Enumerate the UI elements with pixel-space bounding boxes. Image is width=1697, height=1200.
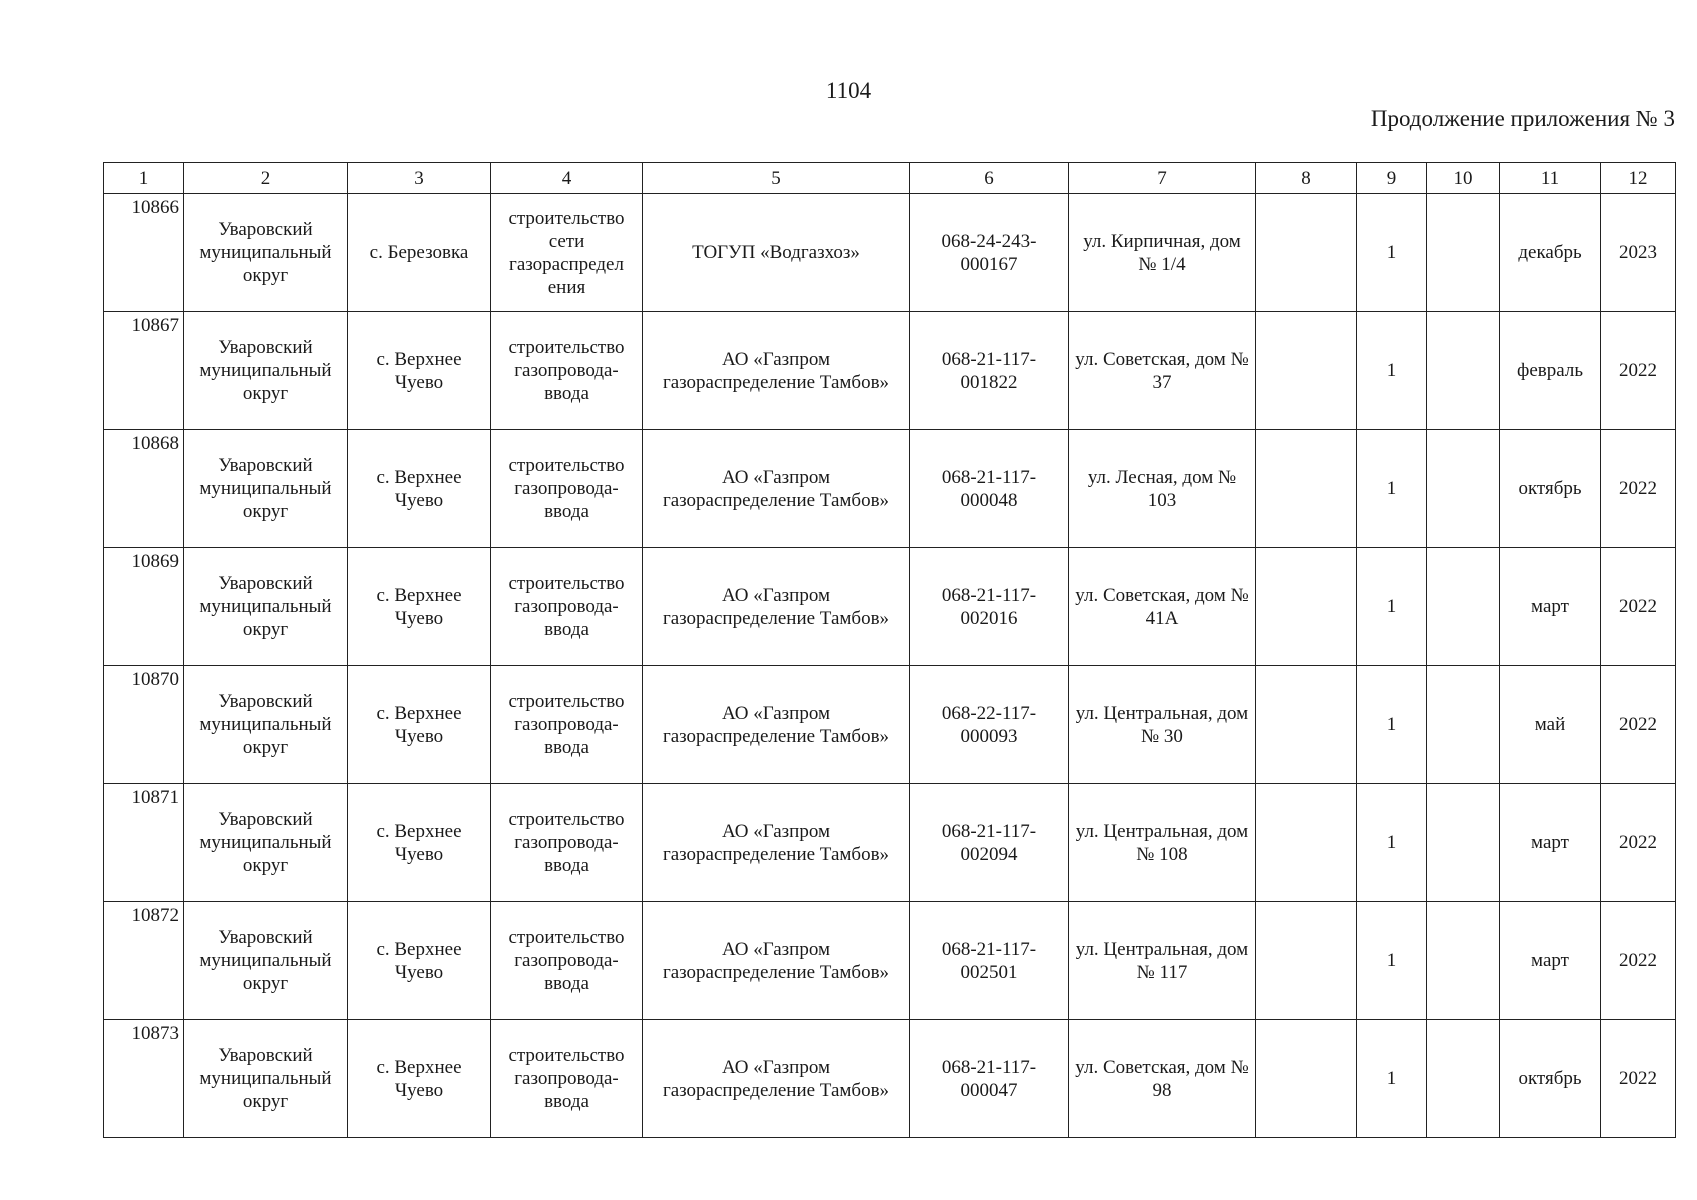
work-type-cell: строительство газопровода-ввода (491, 902, 643, 1020)
column-header: 3 (348, 163, 491, 194)
column-10-cell (1427, 430, 1500, 548)
quantity-cell: 1 (1357, 312, 1427, 430)
column-8-cell (1256, 194, 1357, 312)
year-cell: 2022 (1601, 666, 1676, 784)
row-number: 10868 (131, 433, 179, 454)
quantity-cell: 1 (1357, 548, 1427, 666)
organization-cell: АО «Газпром газораспределение Тамбов» (643, 548, 910, 666)
work-type-cell: строительство газопровода-ввода (491, 666, 643, 784)
object-code-cell: 068-21-117-001822 (910, 312, 1069, 430)
district-cell: Уваровский муниципальный округ (184, 312, 348, 430)
table-body (104, 194, 1676, 1138)
column-header: 2 (184, 163, 348, 194)
table-row (104, 666, 1676, 784)
month-cell: февраль (1500, 312, 1601, 430)
column-header: 8 (1256, 163, 1357, 194)
continuation-title: Продолжение приложения № 3 (1370, 106, 1675, 131)
work-type-cell: строительство газопровода-ввода (491, 548, 643, 666)
row-number-cell (104, 1020, 184, 1138)
work-type-cell: строительство сети газораспредел ения (491, 194, 643, 312)
column-10-cell (1427, 784, 1500, 902)
address-cell: ул. Советская, дом № 41А (1069, 548, 1256, 666)
column-header: 1 (104, 163, 184, 194)
object-code-cell: 068-21-117-002094 (910, 784, 1069, 902)
settlement-cell: с. Верхнее Чуево (348, 784, 491, 902)
column-10-cell (1427, 194, 1500, 312)
row-number: 10871 (131, 787, 179, 808)
column-header: 10 (1427, 163, 1500, 194)
column-8-cell (1256, 902, 1357, 1020)
table-row (104, 784, 1676, 902)
column-8-cell (1256, 548, 1357, 666)
row-number-cell (104, 548, 184, 666)
year-cell: 2022 (1601, 784, 1676, 902)
header-row (104, 163, 1676, 194)
object-code-cell: 068-21-117-000047 (910, 1020, 1069, 1138)
month-cell: октябрь (1500, 1020, 1601, 1138)
column-10-cell (1427, 312, 1500, 430)
address-cell: ул. Лесная, дом № 103 (1069, 430, 1256, 548)
row-number-cell (104, 312, 184, 430)
quantity-cell: 1 (1357, 666, 1427, 784)
address-cell: ул. Советская, дом № 37 (1069, 312, 1256, 430)
month-cell: май (1500, 666, 1601, 784)
row-number-cell (104, 194, 184, 312)
settlement-cell: с. Верхнее Чуево (348, 548, 491, 666)
district-cell: Уваровский муниципальный округ (184, 784, 348, 902)
district-cell: Уваровский муниципальный округ (184, 430, 348, 548)
year-cell: 2022 (1601, 1020, 1676, 1138)
address-cell: ул. Центральная, дом № 30 (1069, 666, 1256, 784)
settlement-cell: с. Верхнее Чуево (348, 312, 491, 430)
column-8-cell (1256, 1020, 1357, 1138)
organization-cell: АО «Газпром газораспределение Тамбов» (643, 784, 910, 902)
table-row (104, 1020, 1676, 1138)
object-code-cell: 068-21-117-002016 (910, 548, 1069, 666)
table-row (104, 430, 1676, 548)
district-cell: Уваровский муниципальный округ (184, 666, 348, 784)
work-type-cell: строительство газопровода-ввода (491, 784, 643, 902)
district-cell: Уваровский муниципальный округ (184, 1020, 348, 1138)
organization-cell: АО «Газпром газораспределение Тамбов» (643, 1020, 910, 1138)
year-cell: 2022 (1601, 548, 1676, 666)
organization-cell: ТОГУП «Водгазхоз» (643, 194, 910, 312)
row-number: 10873 (131, 1023, 179, 1044)
settlement-cell: с. Верхнее Чуево (348, 430, 491, 548)
row-number: 10872 (131, 905, 179, 926)
month-cell: март (1500, 784, 1601, 902)
quantity-cell: 1 (1357, 430, 1427, 548)
table-row (104, 312, 1676, 430)
quantity-cell: 1 (1357, 902, 1427, 1020)
year-cell: 2022 (1601, 430, 1676, 548)
column-8-cell (1256, 430, 1357, 548)
table-row (104, 194, 1676, 312)
column-header: 6 (910, 163, 1069, 194)
work-type-cell: строительство газопровода-ввода (491, 312, 643, 430)
address-cell: ул. Кирпичная, дом № 1/4 (1069, 194, 1256, 312)
settlement-cell: с. Березовка (348, 194, 491, 312)
organization-cell: АО «Газпром газораспределение Тамбов» (643, 902, 910, 1020)
month-cell: март (1500, 902, 1601, 1020)
month-cell: октябрь (1500, 430, 1601, 548)
district-cell: Уваровский муниципальный округ (184, 902, 348, 1020)
district-cell: Уваровский муниципальный округ (184, 194, 348, 312)
month-cell: декабрь (1500, 194, 1601, 312)
object-code-cell: 068-21-117-000048 (910, 430, 1069, 548)
column-10-cell (1427, 548, 1500, 666)
quantity-cell: 1 (1357, 194, 1427, 312)
table-row (104, 902, 1676, 1020)
column-header: 11 (1500, 163, 1601, 194)
month-cell: март (1500, 548, 1601, 666)
row-number-cell (104, 666, 184, 784)
page-number: 1104 (825, 78, 872, 103)
row-number: 10870 (131, 669, 179, 690)
address-cell: ул. Центральная, дом № 108 (1069, 784, 1256, 902)
year-cell: 2023 (1601, 194, 1676, 312)
registry-table (103, 162, 1676, 1138)
column-8-cell (1256, 666, 1357, 784)
column-header: 7 (1069, 163, 1256, 194)
row-number-cell (104, 902, 184, 1020)
quantity-cell: 1 (1357, 1020, 1427, 1138)
settlement-cell: с. Верхнее Чуево (348, 902, 491, 1020)
year-cell: 2022 (1601, 902, 1676, 1020)
district-cell: Уваровский муниципальный округ (184, 548, 348, 666)
address-cell: ул. Центральная, дом № 117 (1069, 902, 1256, 1020)
settlement-cell: с. Верхнее Чуево (348, 1020, 491, 1138)
column-8-cell (1256, 784, 1357, 902)
column-header: 12 (1601, 163, 1676, 194)
organization-cell: АО «Газпром газораспределение Тамбов» (643, 312, 910, 430)
column-header: 9 (1357, 163, 1427, 194)
row-number: 10867 (131, 315, 179, 336)
settlement-cell: с. Верхнее Чуево (348, 666, 491, 784)
column-header: 4 (491, 163, 643, 194)
organization-cell: АО «Газпром газораспределение Тамбов» (643, 430, 910, 548)
object-code-cell: 068-21-117-002501 (910, 902, 1069, 1020)
object-code-cell: 068-24-243-000167 (910, 194, 1069, 312)
table-row (104, 548, 1676, 666)
work-type-cell: строительство газопровода-ввода (491, 1020, 643, 1138)
row-number-cell (104, 784, 184, 902)
row-number: 10869 (131, 551, 179, 572)
row-number-cell (104, 430, 184, 548)
work-type-cell: строительство газопровода-ввода (491, 430, 643, 548)
column-10-cell (1427, 1020, 1500, 1138)
column-header: 5 (643, 163, 910, 194)
address-cell: ул. Советская, дом № 98 (1069, 1020, 1256, 1138)
row-number: 10866 (131, 197, 179, 218)
quantity-cell: 1 (1357, 784, 1427, 902)
column-8-cell (1256, 312, 1357, 430)
organization-cell: АО «Газпром газораспределение Тамбов» (643, 666, 910, 784)
year-cell: 2022 (1601, 312, 1676, 430)
object-code-cell: 068-22-117-000093 (910, 666, 1069, 784)
column-10-cell (1427, 902, 1500, 1020)
column-10-cell (1427, 666, 1500, 784)
